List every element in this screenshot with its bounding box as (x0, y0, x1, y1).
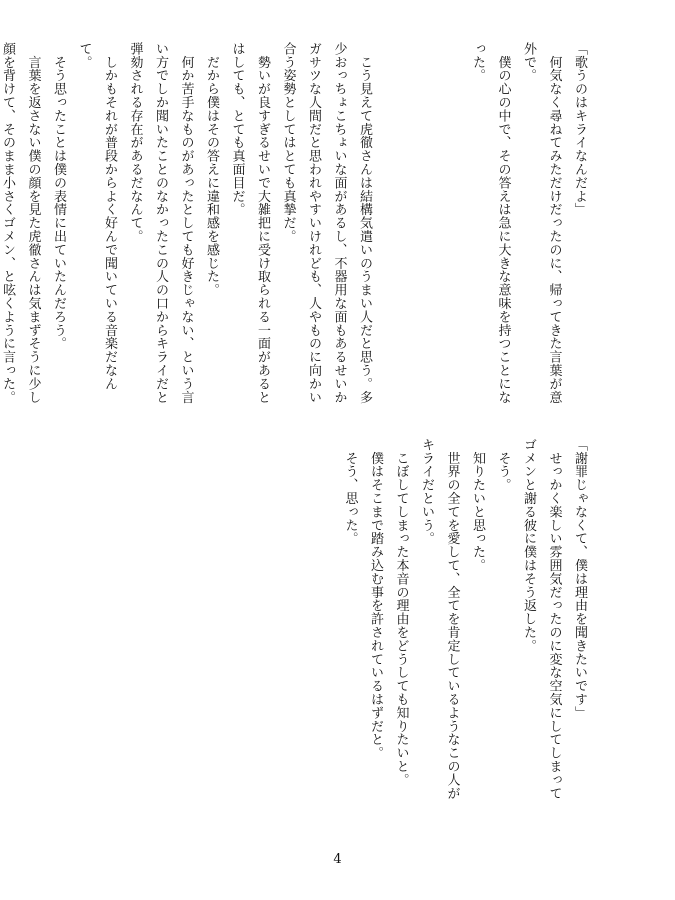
text-column-bottom-right (337, 438, 592, 800)
text-line: い方でしか聞いたことのなかったこの人の口からキライだと (153, 42, 168, 404)
text-line: はしても、とても真面目だ。 (229, 42, 245, 217)
text-line: 何か苦手なものがあったとしても好きじゃない、という言 (178, 42, 194, 404)
text-line: 僕はそこまで踏み込む事を許されているはずだと。 (368, 438, 383, 760)
text-line: て。 (76, 42, 92, 69)
text-line: 外で。 (521, 42, 536, 83)
text-line: こう見えて虎徹さんは結構気遣いのうまい人だと思う。多 (357, 42, 372, 404)
text-line: 知りたいと思った。 (470, 438, 485, 572)
text-column-top-right (465, 42, 593, 404)
text-line: 顔を背けて、そのまま小さくゴメン、と呟くように言った。 (0, 42, 15, 404)
text-line: そう。 (495, 438, 511, 492)
text-line: 「歌うのはキライなんだよ」 (572, 42, 587, 217)
text-line: せっかく楽しい雰囲気だったのに変な空気にしてしまって (546, 438, 562, 800)
text-line: そう、思った。 (342, 438, 358, 546)
text-line: 弾劾される存在があるだなんて。 (127, 42, 143, 243)
text-line: しかもそれが普段からよく好んで聞いている音楽だなん (102, 42, 117, 391)
text-line: だから僕はその答えに違和感を感じた。 (204, 42, 219, 297)
text-line: 世界の全てを愛して、全てを肯定しているようなこの人が (444, 438, 460, 800)
text-line: 言葉を返さない僕の顔を見た虎徹さんは気まずそうに少し (25, 42, 41, 404)
text-line: 僕の心の中で、その答えは急に大きな意味を持つことにな (495, 42, 511, 404)
text-line: 合う姿勢としてはとても真摯だ。 (280, 42, 296, 243)
text-line: そう思ったことは僕の表情に出ていたんだろう。 (51, 42, 66, 351)
text-line: 何気なく尋ねてみただけだったのに、帰ってきた言葉が意 (546, 42, 562, 404)
text-line: こぼしてしまった本音の理由をどうしても知りたいと。 (393, 438, 409, 787)
text-line: ゴメンと謝る彼に僕はそう返した。 (521, 438, 536, 653)
text-line: 勢いが良すぎるせいで大雑把に受け取られる一面があると (255, 42, 270, 404)
page-number: 4 (333, 852, 342, 867)
text-line: 「謝罪じゃなくて、僕は理由を聞きたいです」 (572, 438, 587, 720)
text-line: った。 (470, 42, 485, 83)
text-column-top-left (0, 42, 377, 404)
text-line: キライだという。 (419, 438, 434, 546)
text-line: 少おっちょこちょいな面があるし、不器用な面もあるせいか (331, 42, 347, 404)
text-line: ガサツな人間だと思われやすいけれども、人やものに向かい (306, 42, 321, 404)
